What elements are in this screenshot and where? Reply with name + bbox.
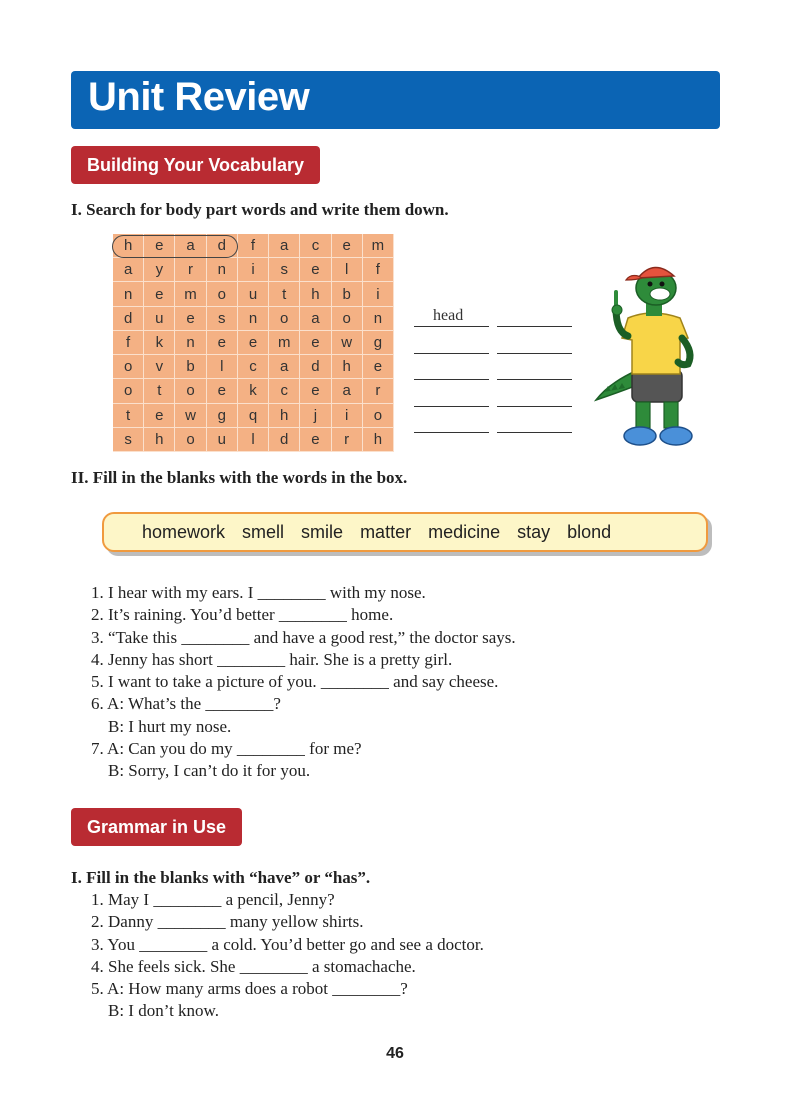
answer-line[interactable] <box>414 406 489 407</box>
grid-cell: d <box>300 355 331 379</box>
grid-cell: l <box>207 355 238 379</box>
grid-cell: o <box>113 379 144 403</box>
answer-line[interactable] <box>414 353 489 354</box>
word-box-item: blond <box>567 522 612 542</box>
grid-cell: y <box>144 258 175 282</box>
sentence-line: 2. It’s raining. You’d better ________ home. <box>91 605 394 625</box>
section-tag-grammar: Grammar in Use <box>71 808 242 846</box>
grid-cell: e <box>300 428 331 452</box>
sentence-line: 1. May I ________ a pencil, Jenny? <box>91 890 335 909</box>
grid-cell: e <box>144 404 175 428</box>
word-box-item: smile <box>301 522 344 542</box>
grid-cell: e <box>300 258 331 282</box>
grid-cell: o <box>175 379 206 403</box>
answer-line[interactable] <box>497 326 572 327</box>
sentence-line: 1. I hear with my ears. I ________ with my nose. <box>91 583 426 602</box>
grid-cell: r <box>363 379 394 403</box>
grid-cell: e <box>175 307 206 331</box>
sentence-line: B: I hurt my nose. <box>91 716 232 736</box>
grid-cell: n <box>113 282 144 306</box>
grid-cell: h <box>144 428 175 452</box>
grid-cell: e <box>144 234 175 258</box>
sentence-line: 6. A: What’s the ________? <box>91 694 281 714</box>
word-box <box>102 512 708 552</box>
vocab-question-2-heading: II. Fill in the blanks with the words in the box. <box>71 468 408 487</box>
grid-cell: b <box>332 282 363 306</box>
grid-cell: o <box>332 307 363 331</box>
grid-cell: e <box>207 331 238 355</box>
grid-cell: a <box>269 355 300 379</box>
grid-cell: a <box>300 307 331 331</box>
grid-cell: h <box>363 428 394 452</box>
sentence-line: 5. A: How many arms does a robot ________? <box>91 979 408 999</box>
grid-cell: d <box>269 428 300 452</box>
grid-cell: c <box>238 355 269 379</box>
grid-cell: o <box>207 282 238 306</box>
dinosaur-mascot-illustration <box>590 252 710 452</box>
grid-cell: s <box>113 428 144 452</box>
grid-cell: w <box>332 331 363 355</box>
grid-cell: h <box>113 234 144 258</box>
grid-cell: f <box>113 331 144 355</box>
answer-line[interactable] <box>414 379 489 380</box>
grid-cell: m <box>363 234 394 258</box>
grid-cell: o <box>269 307 300 331</box>
grid-cell: w <box>175 404 206 428</box>
grid-cell: a <box>269 234 300 258</box>
grid-cell: u <box>207 428 238 452</box>
grid-cell: n <box>175 331 206 355</box>
grid-cell: o <box>113 355 144 379</box>
grid-cell: o <box>363 404 394 428</box>
grid-cell: r <box>332 428 363 452</box>
sentence-line: 2. Danny ________ many yellow shirts. <box>91 912 364 932</box>
grid-cell: n <box>238 307 269 331</box>
grid-cell: v <box>144 355 175 379</box>
grid-cell: e <box>300 379 331 403</box>
grid-cell: c <box>269 379 300 403</box>
grid-cell: e <box>238 331 269 355</box>
grid-cell: t <box>144 379 175 403</box>
grid-cell: g <box>363 331 394 355</box>
grid-cell: f <box>363 258 394 282</box>
unit-review-banner <box>71 71 720 129</box>
grid-cell: a <box>113 258 144 282</box>
grid-cell: i <box>363 282 394 306</box>
answer-line[interactable] <box>414 326 489 327</box>
word-box-list <box>142 522 628 543</box>
sentence-line: B: I don’t know. <box>91 1001 219 1021</box>
grid-cell: d <box>113 307 144 331</box>
answer-line[interactable] <box>497 353 572 354</box>
grid-cell: e <box>207 379 238 403</box>
grid-cell: h <box>269 404 300 428</box>
grid-cell: e <box>300 331 331 355</box>
grid-cell: m <box>269 331 300 355</box>
word-box-item: medicine <box>428 522 501 542</box>
grid-cell: t <box>269 282 300 306</box>
grid-cell: u <box>238 282 269 306</box>
grid-cell: e <box>332 234 363 258</box>
word-search-grid <box>113 234 394 452</box>
grid-cell: o <box>175 428 206 452</box>
grammar-sentence-list <box>91 889 484 1023</box>
sentence-line: 3. “Take this ________ and have a good rest,” the doctor says. <box>91 627 516 647</box>
answer-line[interactable] <box>497 379 572 380</box>
grid-cell: d <box>207 234 238 258</box>
grid-cell: u <box>144 307 175 331</box>
word-box-item: smell <box>242 522 285 542</box>
word-box-item: matter <box>360 522 412 542</box>
grid-cell: l <box>238 428 269 452</box>
grid-cell: h <box>332 355 363 379</box>
page-number: 46 <box>386 1045 404 1062</box>
grid-cell: n <box>363 307 394 331</box>
sentence-line: 4. She feels sick. She ________ a stomachache. <box>91 956 416 976</box>
grid-cell: t <box>113 404 144 428</box>
grid-cell: s <box>207 307 238 331</box>
grid-cell: g <box>207 404 238 428</box>
sentence-line: 7. A: Can you do my ________ for me? <box>91 739 362 759</box>
sentence-line: 5. I want to take a picture of you. ________ and say cheese. <box>91 672 499 692</box>
grid-cell: r <box>175 258 206 282</box>
example-answer: head <box>433 307 464 324</box>
grid-cell: j <box>300 404 331 428</box>
grid-cell: i <box>238 258 269 282</box>
grid-cell: n <box>207 258 238 282</box>
vocab-question-1-heading: I. Search for body part words and write them down. <box>71 200 449 219</box>
grammar-question-1-heading: I. Fill in the blanks with “have” or “has”. <box>71 868 371 887</box>
grid-cell: h <box>300 282 331 306</box>
sentence-line: 4. Jenny has short ________ hair. She is a pretty girl. <box>91 649 453 669</box>
answer-line[interactable] <box>497 432 572 433</box>
grid-cell: e <box>363 355 394 379</box>
grid-cell: k <box>238 379 269 403</box>
answer-line[interactable] <box>497 406 572 407</box>
grid-cell: i <box>332 404 363 428</box>
grid-cell: l <box>332 258 363 282</box>
grid-cell: c <box>300 234 331 258</box>
grid-cell: q <box>238 404 269 428</box>
page-title: Unit Review <box>88 75 310 119</box>
grid-cell: a <box>332 379 363 403</box>
grid-cell: m <box>175 282 206 306</box>
grid-cell: k <box>144 331 175 355</box>
answer-line[interactable] <box>414 432 489 433</box>
grid-cell: s <box>269 258 300 282</box>
sentence-line: 3. You ________ a cold. You’d better go and see a doctor. <box>91 934 484 954</box>
grid-cell: e <box>144 282 175 306</box>
grid-cell: b <box>175 355 206 379</box>
grid-cell: f <box>238 234 269 258</box>
word-box-item: homework <box>142 522 226 542</box>
answer-circle-head <box>112 235 238 258</box>
grid-cell: a <box>175 234 206 258</box>
section-tag-vocabulary: Building Your Vocabulary <box>71 146 320 184</box>
word-box-item: stay <box>517 522 551 542</box>
vocab-sentence-list <box>91 582 516 783</box>
sentence-line: B: Sorry, I can’t do it for you. <box>91 761 311 781</box>
